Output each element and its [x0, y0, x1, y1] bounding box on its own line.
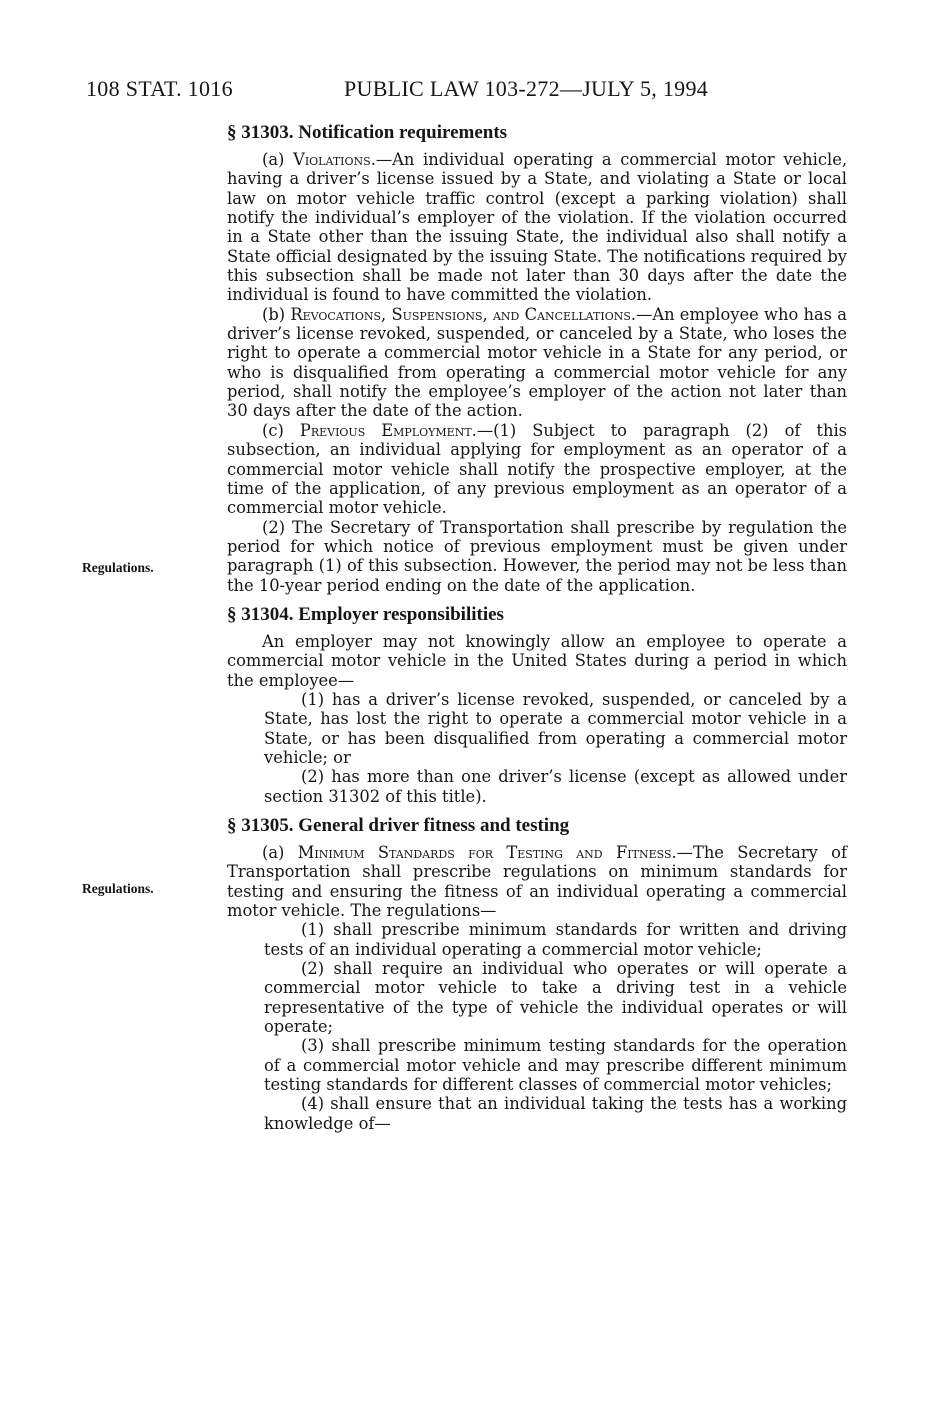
- page-citation: 108 STAT. 1016: [86, 76, 233, 101]
- subsection-a: (a) Minimum Standards for Testing and Fitness.—The Secretary of Transportation shall prescribe regulations on minimum standards for testing and ensuring the fitness of an individual operating a commercial motor vehicle. The regulations—: [227, 843, 848, 921]
- subsection-caption: Revocations, Suspensions, and Cancellations.: [290, 304, 637, 324]
- subsection-caption: Violations.: [293, 150, 376, 169]
- subsection-c: (c) Previous Employment.—(1) Subject to paragraph (2) of this subsection, an individual applying for employment as an operator of a commercial motor vehicle shall notify the prospective employer, at the time of the application, of any previous employment as an operator of a commercial motor vehicle.: [227, 420, 848, 518]
- subsection-b: (b) Revocations, Suspensions, and Cancellations.—An employee who has a driver’s license revoked, suspended, or canceled by a State, who loses the right to operate a commercial motor vehicle in a State for any period, or who is disqualified from operating a commercial motor vehicle for any period, shall notify the employee’s employer of the action not later than 30 days after the date of the action.: [227, 304, 847, 421]
- list-item: (4) shall ensure that an individual taking the tests has a working knowledge of—: [264, 1094, 847, 1133]
- subsection-caption: Minimum Standards for Testing and Fitness.: [297, 843, 677, 862]
- subsection-caption: Previous Employment.: [299, 420, 477, 440]
- page-body: [227, 122, 847, 1133]
- section-intro: An employer may not knowingly allow an employee to operate a commercial motor vehicle in the United States during a period in which the employee—: [227, 631, 847, 690]
- list-item: (3) shall prescribe minimum testing standards for the operation of a commercial motor vehicle and may prescribe different minimum testing standards for different classes of commercial motor vehicles;: [264, 1036, 847, 1095]
- law-title: PUBLIC LAW 103-272—JULY 5, 1994: [344, 76, 709, 101]
- section-heading: § 31303. Notification requirements: [227, 122, 508, 143]
- running-header: [86, 76, 709, 102]
- subsection-a: (a) Violations.—An individual operating a commercial motor vehicle, having a driver’s license issued by a State, and violating a State or local law on motor vehicle traffic control (except a parking violation) shall notify the individual’s employer of the violation. If the violation occurred in a State other than the issuing State, the individual also shall notify a State official designated by the issuing State. The notifications required by this subsection shall be made not later than 30 days after the date the individual is found to have committed the violation.: [227, 150, 848, 305]
- section-heading: § 31305. General driver fitness and testing: [227, 815, 570, 836]
- paragraph-c2: (2) The Secretary of Transportation shall prescribe by regulation the period for which notice of previous employment must be given under paragraph (1) of this subsection. However, the period may not be less than the 10-year period ending on the date of the application.: [227, 517, 847, 595]
- list-item: (1) shall prescribe minimum standards for written and driving tests of an individual operating a commercial motor vehicle;: [264, 920, 847, 959]
- margin-note-regulations: Regulations.: [82, 881, 154, 896]
- section-heading: § 31304. Employer responsibilities: [227, 603, 504, 625]
- margin-note-regulations: Regulations.: [82, 560, 154, 575]
- list-item: (2) has more than one driver’s license (except as allowed under section 31302 of this title).: [264, 767, 847, 806]
- list-item: (2) shall require an individual who operates or will operate a commercial motor vehicle to take a driving test in a vehicle representative of the type of vehicle the individual operates or will operate;: [264, 959, 847, 1037]
- list-item: (1) has a driver’s license revoked, suspended, or canceled by a State, has lost the right to operate a commercial motor vehicle in a State, or has been disqualified from operating a commercial motor vehicle; or: [264, 689, 847, 767]
